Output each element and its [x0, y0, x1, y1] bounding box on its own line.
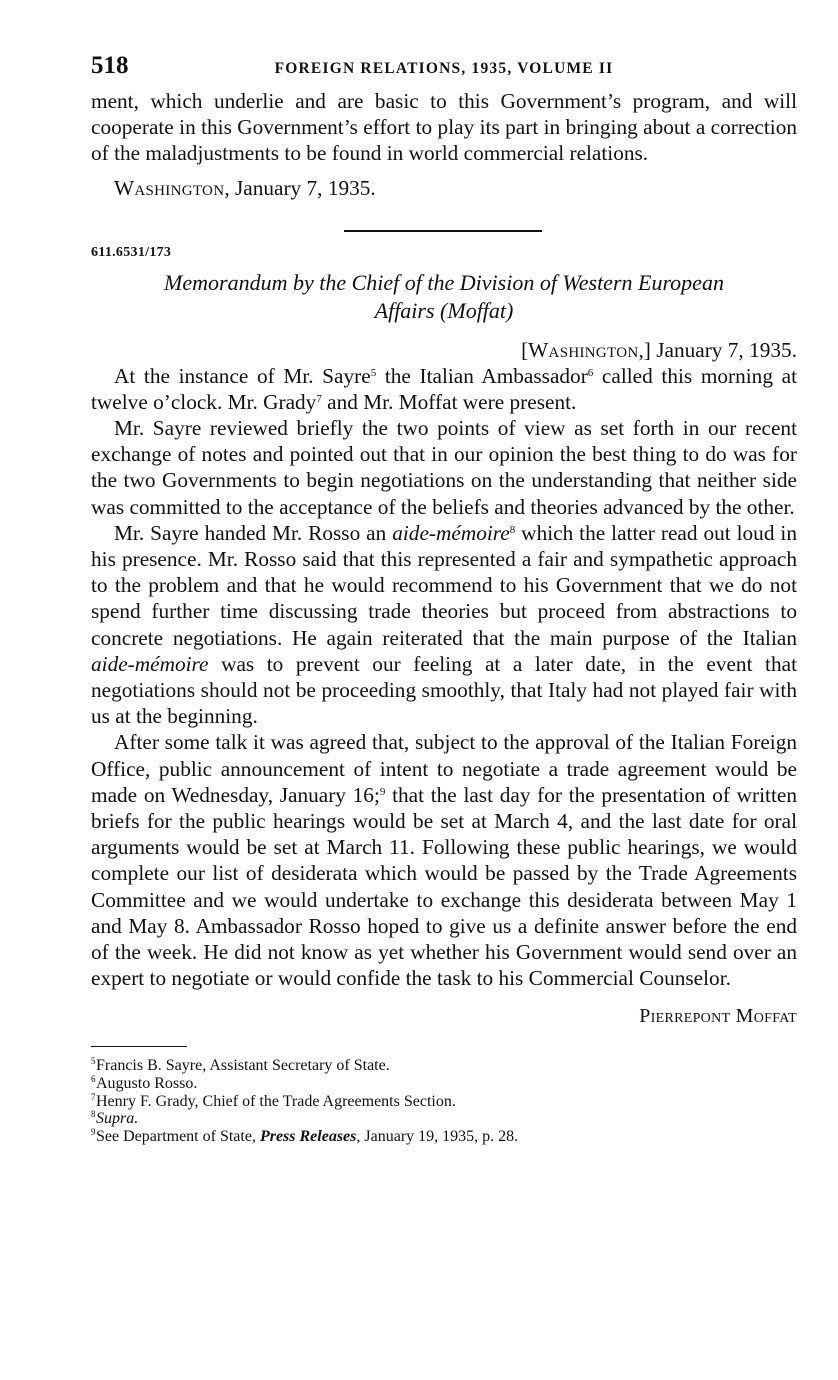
footnote-9: $^9$See Department of State, Press Releases, January 19, 1935, p. 28.	[91, 1126, 519, 1145]
aide-memoire-term: aide-mémoire	[392, 520, 510, 545]
continuation-paragraph: ment, which underlie and are basic to this Government’s program, and will cooperate in this Government’s effort to play its part in bringing about a correction of the maladjustments to be found in world commercial relations.	[91, 89, 797, 166]
footnote-7: $^7$Henry F. Grady, Chief of the Trade Agreements Section.	[91, 1091, 456, 1110]
file-number: 611.6531/173	[91, 244, 172, 260]
document-place: Washington	[528, 337, 639, 362]
place-open-bracket: [	[521, 337, 529, 362]
signature: Pierrepont Moffat	[639, 1005, 797, 1028]
paragraph1-text-c: called this morning at twelve o’clock. Mr. Grady	[91, 363, 797, 414]
paragraph3-text-b: which the latter read out loud in his presence. Mr. Rosso said that this represented a fair and sympathetic approach to the problem and that he would recommend to his Government that we do not spend further time discussing trade theories but proceed from abstractions to concrete negotiations. He again reiterated that the main purpose of the Italian	[91, 520, 797, 650]
footnote-5: $^5$Francis B. Sayre, Assistant Secretary of State.	[91, 1056, 390, 1075]
press-releases-title: Press Releases	[259, 1127, 357, 1145]
footnote-6: $^6$Augusto Rosso.	[91, 1074, 198, 1093]
footnote-text: Francis B. Sayre, Assistant Secretary of State.	[96, 1057, 390, 1075]
paragraph1-text-b: the Italian Ambassador	[376, 363, 588, 388]
footnote-text: Augusto Rosso.	[96, 1075, 198, 1093]
page-number: 518	[91, 52, 129, 79]
footnote-ref-8: 8	[509, 523, 516, 536]
paragraph4-text-a: After some talk it was agreed that, subject to the approval of the Italian Foreign Office, public announcement of intent to negotiate a trade agreement would be made on Wednesday, January 16;	[91, 730, 797, 807]
footnote-ref-7: 7	[316, 392, 322, 405]
paragraph3-text-a: Mr. Sayre handed Mr. Rosso an	[114, 520, 393, 545]
place-close-bracket: ,]	[638, 337, 651, 362]
aide-memoire-term: aide-mémoire	[91, 651, 209, 676]
footnote-text: See Department of State,	[96, 1127, 260, 1145]
body-paragraph-3	[91, 520, 797, 730]
document-title	[91, 269, 797, 325]
paragraph1-text-a: At the instance of Mr. Sayre	[114, 363, 371, 388]
footnote-text-tail: , January 19, 1935, p. 28.	[356, 1127, 519, 1145]
dateline-place: Washington	[114, 175, 225, 200]
body-paragraph-1	[91, 363, 797, 415]
footnote-text: Henry F. Grady, Chief of the Trade Agreements Section.	[96, 1092, 456, 1110]
body-paragraph-2: Mr. Sayre reviewed briefly the two points of view as set forth in our recent exchange of notes and pointed out that in our opinion the best thing to do was for the two Governments to begin negotiations on the understanding that neither side was committed to the acceptance of the beliefs and theories advanced by the other.	[91, 416, 797, 519]
body-paragraph-4	[91, 729, 797, 991]
footnotes	[91, 1057, 797, 1145]
footnote-ref-5: 5	[370, 366, 377, 379]
document-place-date	[91, 337, 797, 363]
paragraph3-text-c: was to prevent our feeling at a later date, in the event that negotiations should not be proceeding smoothly, that Italy had not played fair with us at the beginning.	[91, 651, 797, 729]
closing-dateline	[91, 175, 797, 201]
paragraph4-text-b: that the last day for the presentation of written briefs for the public hearings would be set at March 4, and the last date for oral arguments would be set at March 11. Following these public hearings, we would complete our list of desiderata which would be passed by the Trade Agreements Committee and we would undertake to exchange this desiderata between May 1 and May 8. Ambassador Rosso hoped to give us a definite answer before the end of the week. He did not know as yet whether his Government would send over an expert to negotiate or would confide the task to his Commercial Counselor.	[91, 782, 797, 991]
document-page	[91, 48, 797, 1145]
document-title-line1: Memorandum by the Chief of the Division of Western European	[164, 269, 724, 295]
running-title: FOREIGN RELATIONS, 1935, VOLUME II	[274, 60, 614, 77]
footnote-ref-6: 6	[587, 366, 594, 379]
dateline-date: , January 7, 1935.	[224, 175, 376, 200]
section-divider	[344, 230, 542, 232]
running-head	[91, 48, 797, 88]
footnote-ref-9: 9	[379, 785, 386, 798]
document-date: January 7, 1935.	[650, 337, 797, 362]
footnote-8: $^8$Supra.	[91, 1109, 139, 1128]
paragraph1-text-d: and Mr. Moffat were present.	[321, 389, 577, 414]
document-title-line2: Affairs (Moffat)	[374, 297, 514, 323]
footnote-divider	[91, 1046, 187, 1047]
footnote-text: Supra.	[96, 1110, 139, 1128]
